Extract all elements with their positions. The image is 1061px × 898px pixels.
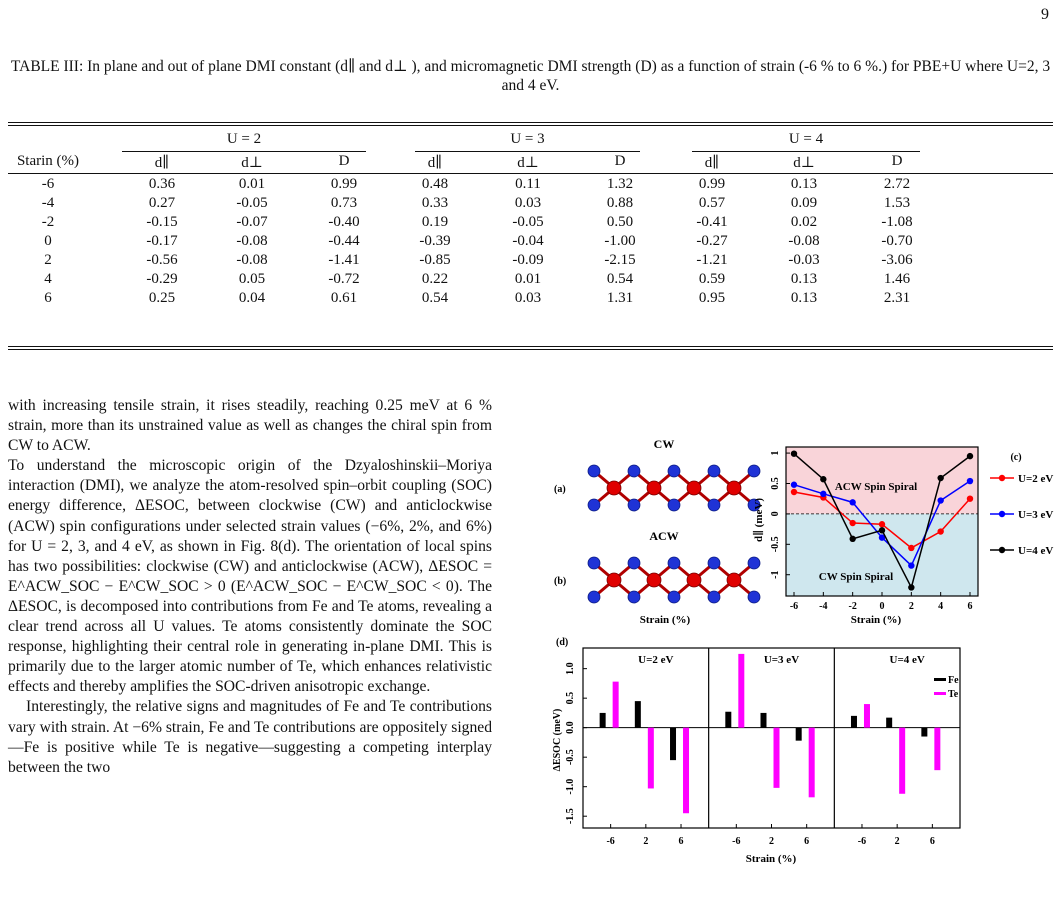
y-tick-label: 0: [770, 511, 781, 517]
panel-d-xlabel: Strain (%): [745, 853, 797, 865]
legend-te-swatch: [934, 692, 946, 695]
group-underline: [692, 151, 920, 152]
data-point: [967, 495, 973, 501]
body-text: [8, 396, 492, 778]
te-atom: [668, 499, 680, 511]
fe-atom: [727, 573, 741, 587]
table-rule-bottom: [8, 346, 1053, 347]
te-bar: [648, 728, 654, 789]
data-point: [908, 562, 914, 568]
table-cell: 0.33: [421, 195, 449, 211]
table-cell: 1.31: [606, 290, 634, 306]
te-atom: [748, 591, 760, 603]
table-cell: -4: [41, 195, 55, 211]
te-bar: [899, 728, 905, 794]
te-atom: [588, 465, 600, 477]
te-atom: [668, 465, 680, 477]
y-tick-label: -1: [770, 570, 781, 579]
table-cell: 0.54: [606, 271, 634, 287]
y-tick-label: 0.5: [770, 477, 781, 490]
x-tick-label: -4: [819, 601, 828, 612]
x-tick-label: 6: [929, 836, 935, 847]
table-cell: -0.07: [236, 214, 268, 230]
column-header: D: [891, 153, 903, 169]
data-point: [849, 520, 855, 526]
table-cell: -0.08: [236, 252, 268, 268]
table-cell: 0.13: [790, 290, 818, 306]
table-rule-top-2: [8, 125, 1053, 126]
x-tick-label: 4: [938, 601, 944, 612]
table-cell: -2: [41, 214, 55, 230]
data-point: [791, 489, 797, 495]
data-point: [967, 453, 973, 459]
x-tick-label: 2: [908, 601, 914, 612]
panel-a-title: CW: [653, 437, 675, 451]
y-tick-label: 0.0: [565, 721, 576, 734]
fe-bar: [851, 716, 857, 728]
legend-marker: [999, 475, 1005, 481]
group-underline: [415, 151, 640, 152]
table-cell: 0.99: [330, 176, 358, 192]
fe-atom: [607, 573, 621, 587]
fe-atom: [607, 481, 621, 495]
x-tick-label: -6: [606, 836, 615, 847]
table-cell: 0.03: [514, 290, 542, 306]
subplot-title: U=3 eV: [763, 654, 800, 666]
x-tick-label: 0: [879, 601, 885, 612]
table-cell: -0.08: [788, 233, 820, 249]
table-cell: -1.08: [881, 214, 913, 230]
table-cell: 0.99: [698, 176, 726, 192]
table-cell: 1.46: [883, 271, 911, 287]
y-tick-label: 1.0: [565, 662, 576, 675]
table-rule-bottom-2: [8, 349, 1053, 350]
table-cell: -0.41: [696, 214, 728, 230]
te-bar: [809, 728, 815, 798]
paragraph-3: Interestingly, the relative signs and magnitudes of Fe and Te contributions vary with strain. At −6% strain, Fe and Te contributions are oppositely signed—Fe is positive while Te is negative—suggesting a competing interplay between the two: [8, 698, 492, 776]
panel-ab-xlabel: Strain (%): [639, 614, 691, 626]
group-header: U = 4: [788, 131, 824, 147]
table-cell: 0.22: [421, 271, 449, 287]
table-cell: 2.31: [883, 290, 911, 306]
table-cell: -0.04: [512, 233, 544, 249]
table-cell: -0.08: [236, 233, 268, 249]
y-tick-label: -0.5: [565, 749, 576, 766]
table-cell: 0.11: [515, 176, 541, 192]
table-cell: -6: [41, 176, 55, 192]
x-tick-label: -2: [848, 601, 857, 612]
subplot-title: U=2 eV: [638, 654, 674, 666]
legend-label: U=3 eV: [1018, 509, 1054, 521]
table-cell: -0.15: [146, 214, 178, 230]
fe-bar: [796, 728, 802, 741]
te-atom: [708, 591, 720, 603]
te-bar: [774, 728, 780, 788]
table-rule-header: [8, 173, 1053, 174]
data-point: [937, 475, 943, 481]
page-number: 9: [1041, 6, 1049, 23]
data-point: [849, 536, 855, 542]
table-rule-top: [8, 122, 1053, 123]
data-point: [879, 527, 885, 533]
table-cell: 0.88: [606, 195, 634, 211]
legend-te-label: Te: [948, 689, 959, 700]
table-cell: 0.01: [514, 271, 542, 287]
legend-fe-label: Fe: [948, 675, 959, 686]
data-point: [849, 499, 855, 505]
fe-bar: [725, 712, 731, 728]
column-header: d∥: [427, 155, 443, 171]
fe-bar: [761, 713, 767, 728]
row-header: Starin (%): [16, 153, 80, 169]
x-tick-label: 6: [678, 836, 684, 847]
x-tick-label: 2: [769, 836, 774, 847]
table-cell: 1.53: [883, 195, 911, 211]
x-tick-label: 2: [643, 836, 649, 847]
data-point: [908, 584, 914, 590]
panel-c-ylabel: d∥ (meV): [753, 497, 765, 543]
table-cell: -1.00: [604, 233, 636, 249]
panel-c-xlabel: Strain (%): [850, 614, 902, 626]
column-header: d∥: [704, 155, 720, 171]
fe-bar: [670, 728, 676, 760]
te-bar: [613, 682, 619, 728]
te-atom: [628, 499, 640, 511]
panel-c-label: (c): [1010, 452, 1022, 463]
fe-bar: [886, 718, 892, 728]
table-cell: -0.05: [512, 214, 544, 230]
te-atom: [668, 591, 680, 603]
data-point: [791, 482, 797, 488]
te-atom: [588, 591, 600, 603]
table-cell: 0.25: [148, 290, 176, 306]
table-cell: -1.41: [328, 252, 360, 268]
data-point: [937, 528, 943, 534]
table-cell: 0.03: [514, 195, 542, 211]
table-cell: -3.06: [881, 252, 913, 268]
y-tick-label: -1.5: [565, 808, 576, 825]
y-tick-label: -0.5: [770, 536, 781, 553]
paragraph-2: To understand the microscopic origin of the Dzyaloshinskii–Moriya interaction (DMI), we analyze the atom-resolved spin–orbit coupling (SOC) energy difference, ΔESOC, between clockwise (CW) and anticlockwise (ACW) spin configurations under selected strain values (−6%, 2%, and 6%) for U = 2, 3, and 4 eV, as shown in Fig. 8(d). The orientation of local spins has two possibilities: clockwise (CW) and anticlockwise (ACW), ΔESOC = E^ACW_SOC − E^CW_SOC > 0 (E^ACW_SOC − E^CW_SOC < 0). The ΔESOC, is decomposed into contributions from Fe and Te atoms, revealing a clear trend across all U values. Te atoms consistently dominate the SOC response, highlighting their central role in generating in-plane DMI. This is primarily due to the larger atomic number of Te, which enhances relativistic effects and thereby amplifies the SOC-driven anisotropic exchange.: [8, 457, 492, 696]
column-header: D: [614, 153, 626, 169]
group-header: U = 3: [510, 131, 545, 147]
table-cell: 2: [44, 252, 52, 268]
panel-a-label: (a): [554, 484, 566, 495]
te-atom: [668, 557, 680, 569]
te-atom: [588, 557, 600, 569]
paragraph-1: with increasing tensile strain, it rises steadily, reaching 0.25 meV at 6 % strain, more than its unstrained value as well as changes the chiral spin from CW to ACW.: [8, 397, 492, 455]
column-header: d⊥: [793, 155, 815, 171]
panel-d-ylabel: ΔESOC (meV): [552, 708, 563, 772]
table-cell: 0.48: [421, 176, 449, 192]
table-cell: 1.32: [606, 176, 634, 192]
y-tick-label: 1: [770, 450, 781, 456]
fe-bar: [635, 701, 641, 728]
figure-svg: [548, 430, 1058, 890]
te-atom: [748, 557, 760, 569]
table-cell: 0.02: [790, 214, 818, 230]
te-bar: [738, 654, 744, 728]
column-header: d∥: [154, 155, 170, 171]
fe-bar: [600, 713, 606, 728]
figure-8: [548, 430, 1058, 890]
te-atom: [708, 465, 720, 477]
data-point: [937, 497, 943, 503]
te-atom: [588, 499, 600, 511]
column-header: d⊥: [517, 155, 539, 171]
fe-atom: [727, 481, 741, 495]
table-cell: 2.72: [883, 176, 911, 192]
te-bar: [934, 728, 940, 770]
table-cell: 0.59: [698, 271, 726, 287]
fe-atom: [687, 573, 701, 587]
te-bar: [864, 704, 870, 728]
x-tick-label: -6: [857, 836, 867, 847]
data-point: [820, 491, 826, 497]
table-cell: 0.95: [698, 290, 726, 306]
legend-fe-swatch: [934, 678, 946, 681]
table-cell: 0.01: [238, 176, 266, 192]
fe-atom: [647, 481, 661, 495]
te-atom: [628, 591, 640, 603]
te-atom: [628, 557, 640, 569]
data-point: [908, 545, 914, 551]
x-tick-label: 2: [894, 836, 900, 847]
te-atom: [628, 465, 640, 477]
table-cell: -1.21: [696, 252, 728, 268]
table-cell: 0.61: [330, 290, 358, 306]
fe-atom: [647, 573, 661, 587]
panel-b-title: ACW: [649, 529, 679, 543]
table-cell: 0.57: [698, 195, 726, 211]
table-cell: 0.73: [330, 195, 358, 211]
table-cell: 0: [44, 233, 52, 249]
table-cell: -0.56: [146, 252, 178, 268]
te-atom: [708, 499, 720, 511]
table-cell: 6: [44, 290, 52, 306]
table-cell: 0.13: [790, 271, 818, 287]
table-cell: -0.40: [328, 214, 360, 230]
panel-d-label: (d): [556, 637, 569, 648]
group-header: U = 2: [226, 131, 262, 147]
legend-marker: [999, 511, 1005, 517]
table-cell: 0.13: [790, 176, 818, 192]
y-tick-label: -1.0: [565, 778, 576, 795]
table-cell: 0.27: [148, 195, 176, 211]
table-cell: -0.72: [328, 271, 360, 287]
fe-bar: [921, 728, 927, 737]
table-caption: TABLE III: In plane and out of plane DMI constant (d∥ and d⊥ ), and micromagnetic DMI strength (D) as a function of strain (-6 % to 6 %.) for PBE+U where U=2, 3 and 4 eV.: [10, 58, 1051, 94]
column-header: D: [338, 153, 350, 169]
table-cell: -0.39: [419, 233, 451, 249]
te-atom: [748, 465, 760, 477]
subplot-title: U=4 eV: [889, 654, 925, 666]
data-point: [879, 521, 885, 527]
table-cell: -0.17: [146, 233, 178, 249]
legend-label: U=2 eV: [1018, 473, 1054, 485]
table-cell: -0.70: [881, 233, 913, 249]
x-tick-label: 6: [967, 601, 973, 612]
table-cell: 0.54: [421, 290, 449, 306]
table-cell: 0.05: [238, 271, 266, 287]
group-underline: [122, 151, 366, 152]
table-cell: -0.85: [419, 252, 451, 268]
table-cell: 0.19: [421, 214, 449, 230]
column-header: d⊥: [241, 155, 263, 171]
table-cell: -0.44: [328, 233, 360, 249]
table-cell: 0.09: [790, 195, 818, 211]
te-atom: [708, 557, 720, 569]
legend-marker: [999, 547, 1005, 553]
panel-b-label: (b): [554, 576, 567, 587]
data-point: [967, 478, 973, 484]
fe-atom: [687, 481, 701, 495]
data-point: [820, 476, 826, 482]
table-cell: -0.05: [236, 195, 268, 211]
table-cell: 0.50: [606, 214, 634, 230]
table-cell: -0.09: [512, 252, 544, 268]
cw-region-label: CW Spin Spiral: [818, 571, 894, 583]
data-point: [791, 450, 797, 456]
te-bar: [683, 728, 689, 814]
x-tick-label: -6: [732, 836, 741, 847]
table-cell: -0.03: [788, 252, 820, 268]
acw-region-label: ACW Spin Spiral: [834, 481, 918, 493]
table-cell: -2.15: [604, 252, 636, 268]
y-tick-label: 0.5: [565, 691, 576, 705]
legend-label: U=4 eV: [1018, 545, 1054, 557]
table-cell: 4: [44, 271, 52, 287]
x-tick-label: 6: [804, 836, 810, 847]
table-cell: -0.27: [696, 233, 728, 249]
x-tick-label: -6: [789, 601, 799, 612]
table-cell: 0.36: [148, 176, 176, 192]
table-cell: -0.29: [146, 271, 178, 287]
table-cell: 0.04: [238, 290, 266, 306]
